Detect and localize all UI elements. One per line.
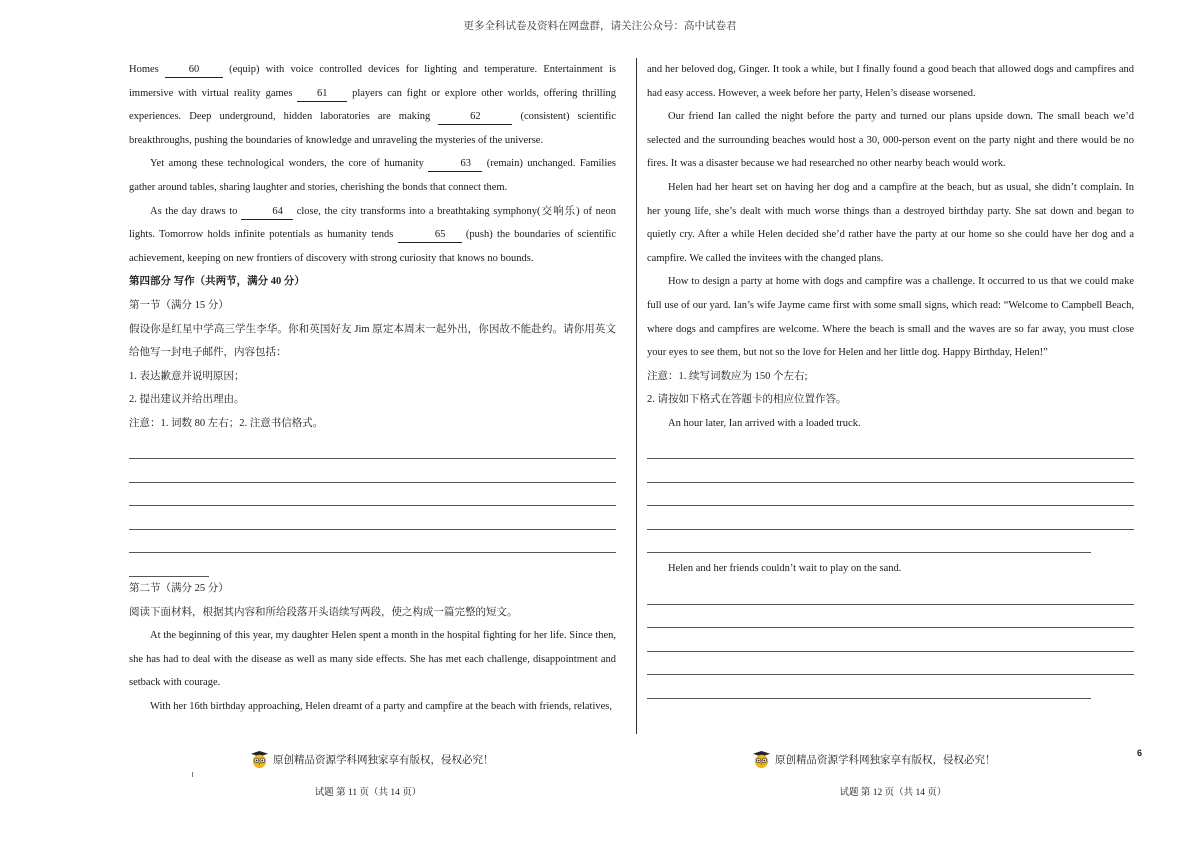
section1-prompt: 假设你是红星中学高三学生李华。你和英国好友 Jim 原定本周末一起外出，你因故不能赴约。请你用英文给他写一封电子邮件，内容包括： <box>129 323 616 359</box>
blank-64: 64 <box>241 204 293 220</box>
story-paragraph-4: Helen had her heart set on having her dog and a campfire at the beach, but as usual, she didn’t complain. In her young life, she’s dealt with much worse things than a destroyed birthday party. She sat down and began to quietly cry. After a while Helen decided she’d rather have the party at our home so she could have her dog and a campfire. We called the invitees with the changed plans. <box>647 181 1134 264</box>
text: (push) the boundaries of scientific achievement, keeping on new frontiers of discovery with strong curiosity that knows no bounds. <box>129 229 616 264</box>
story-paragraph-5: How to design a party at home with dogs and campfire was a challenge. It occurred to us that we could make full use of our yard. Ian’s wife Jayme came first with some small signs, which read: “Welcome to Campbell Beach, where dogs and campfires are welcome. Where the beach is small and the waves are so far away, you must close your eyes to see them, but not so the love for Helen and her little dog. Happy Birthday, Helen!” <box>647 276 1134 359</box>
writing-line <box>647 506 1134 530</box>
writing-line <box>129 483 616 507</box>
cloze-paragraph-3 <box>129 200 616 271</box>
side-number: 6 <box>1137 748 1143 758</box>
writing-line-short <box>647 530 1091 554</box>
writing-line-short <box>129 553 209 577</box>
writing-lines-1 <box>129 436 616 578</box>
copyright-notice-right <box>752 750 996 769</box>
writing-lines-3 <box>647 581 1134 699</box>
copyright-text: 原创精品资源学科网独家享有版权，侵权必究！ <box>273 755 494 766</box>
right-column <box>647 58 1134 699</box>
copyright-text: 原创精品资源学科网独家享有版权，侵权必究！ <box>775 755 996 766</box>
blank-61: 61 <box>297 86 347 102</box>
section2-prompt: 阅读下面材料，根据其内容和所给段落开头语续写两段，使之构成一篇完整的短文。 <box>129 606 518 618</box>
story-continuation: and her beloved dog, Ginger. It took a while, but I finally found a good beach that allowed dogs and campfires and had easy access. However, a week before her party, Helen’s disease worsened. <box>647 64 1134 99</box>
text: Yet among these technological wonders, the core of humanity <box>150 158 429 170</box>
top-banner: 更多全科试卷及资料在网盘群，请关注公众号：高中试卷君 <box>463 21 737 32</box>
cloze-paragraph-2 <box>129 152 616 199</box>
writing-line <box>647 628 1134 652</box>
writing-line <box>647 652 1134 676</box>
text: (remain) unchanged. Families gather around tables, sharing laughter and stories, cherishing the bonds that connect them. <box>129 158 616 193</box>
writing-line <box>129 459 616 483</box>
story-paragraph-1: At the beginning of this year, my daughter Helen spent a month in the hospital fighting for her life. Since then, she has had to deal with the disease as well as many side effects. She has met each challenge, disappointment and setback with courage. <box>129 630 616 689</box>
continuation-note-1: 注意：1. 续写词数应为 150 个左右; <box>647 370 808 382</box>
writing-line <box>647 581 1134 605</box>
left-column <box>129 58 616 719</box>
section1-note: 注意：1. 词数 80 左右；2. 注意书信格式。 <box>129 417 324 429</box>
section1-item-2: 2. 提出建议并给出理由。 <box>129 394 245 406</box>
paragraph-start-2: Helen and her friends couldn’t wait to play on the sand. <box>668 563 902 575</box>
blank-62: 62 <box>438 109 512 125</box>
writing-lines-2 <box>647 436 1134 554</box>
owl-logo-icon <box>752 750 771 769</box>
part4-title: 第四部分 写作（共两节，满分 40 分） <box>129 276 305 288</box>
page-number-right: 试题 第 12 页（共 14 页） <box>839 788 947 798</box>
text: (equip) with voice controlled devices for lighting and temperature. Entertainment is immersive with virtual reality games <box>129 64 616 99</box>
section1-item-1: 1. 表达歉意并说明原因； <box>129 370 245 382</box>
writing-line <box>647 483 1134 507</box>
text: As the day draws to <box>150 205 242 217</box>
text: close, the city transforms into a breathtaking symphony(交响乐) of neon lights. Tomorrow holds infinite potentials as humanity tends <box>129 205 616 241</box>
cloze-paragraph-1 <box>129 58 616 152</box>
section1-title: 第一节（满分 15 分） <box>129 299 229 311</box>
blank-63: 63 <box>428 156 482 172</box>
writing-line <box>129 506 616 530</box>
writing-line <box>647 436 1134 460</box>
text: (consistent) scientific breakthroughs, pushing the boundaries of knowledge and unraveling the mysteries of the universe. <box>129 111 616 146</box>
continuation-note-2: 2. 请按如下格式在答题卡的相应位置作答。 <box>647 394 847 406</box>
story-paragraph-3: Our friend Ian called the night before the party and turned our plans upside down. The small beach we’d selected and the surrounding beaches would host a 30, 000-person event on the party night and there would be no fires. It was a disaster because we had researched no other nearby beach would work. <box>647 111 1134 170</box>
text: players can fight or explore other worlds, offering thrilling experiences. Deep underground, hidden laboratories are making <box>129 87 616 123</box>
copyright-notice-left <box>250 750 494 769</box>
blank-60: 60 <box>165 62 223 78</box>
page-number-left: 试题 第 11 页（共 14 页） <box>314 788 422 798</box>
page-divider <box>636 58 637 734</box>
text: Homes <box>129 64 165 75</box>
margin-tick <box>192 772 193 777</box>
paragraph-start-1: An hour later, Ian arrived with a loaded truck. <box>668 417 861 429</box>
section2-title: 第二节（满分 25 分） <box>129 583 229 595</box>
writing-line <box>647 459 1134 483</box>
owl-logo-icon <box>250 750 269 769</box>
blank-65: 65 <box>398 227 462 243</box>
writing-line-short <box>647 675 1091 699</box>
writing-line <box>647 605 1134 629</box>
story-paragraph-2: With her 16th birthday approaching, Helen dreamt of a party and campfire at the beach with friends, relatives, <box>150 701 612 713</box>
writing-line <box>129 436 616 460</box>
writing-line <box>129 530 616 554</box>
